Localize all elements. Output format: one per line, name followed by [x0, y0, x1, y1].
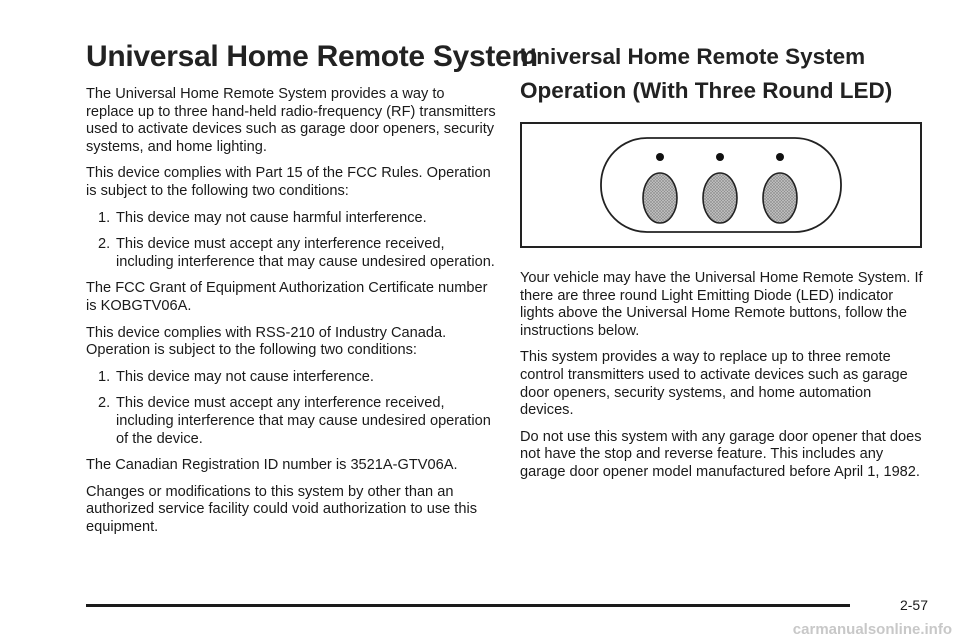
- list-item: 1. This device may not cause interference.: [98, 368, 374, 385]
- operation-title: Universal Home Remote System Operation (With Three Round LED): [520, 44, 893, 103]
- ic-paragraph: This device complies with RSS-210 of Industry Canada. Operation is subject to the following two conditions:: [86, 324, 447, 359]
- page-number: 2-57: [899, 597, 928, 613]
- fcc-certificate-paragraph: The FCC Grant of Equipment Authorization Certificate number is KOBGTV06A.: [86, 280, 488, 314]
- intro-paragraph: The Universal Home Remote System provides a way to replace up to three hand-held radio-frequency (RF) transmitters used to activate devices such as garage door openers, security systems, and home lighting.: [86, 86, 496, 155]
- remote-panel-drawing: [522, 124, 920, 246]
- led-paragraph: Your vehicle may have the Universal Home Remote System. If there are three round Light Emitting Diode (LED) indicator lights above the Universal Home Remote buttons, follow the instructions below.: [520, 270, 923, 339]
- list-item: 2. This device must accept any interference received, including interference that may cause undesired operation of the device.: [98, 395, 491, 447]
- watermark: carmanualsonline.info: [792, 621, 952, 638]
- led-indicator-3: [776, 153, 784, 161]
- remote-button-1: [643, 173, 677, 223]
- canadian-id-paragraph: The Canadian Registration ID number is 3521A-GTV06A.: [86, 457, 458, 474]
- modifications-paragraph: Changes or modifications to this system by other than an authorized service facility could void authorization to use this equipment.: [86, 483, 477, 535]
- led-indicator-2: [716, 153, 724, 161]
- warning-paragraph: Do not use this system with any garage door opener that does not have the stop and reverse feature. This includes any garage door opener model manufactured before April 1, 1982.: [520, 428, 922, 480]
- fcc-paragraph: This device complies with Part 15 of the FCC Rules. Operation is subject to the following two conditions:: [86, 165, 491, 199]
- section-title: Universal Home Remote System: [86, 40, 538, 73]
- left-column: [86, 40, 538, 545]
- remote-button-2: [703, 173, 737, 223]
- remote-illustration: [520, 122, 922, 248]
- list-item: 1. This device may not cause harmful interference.: [98, 209, 427, 226]
- list-item: 2. This device must accept any interference received, including interference that may cause undesired operation.: [98, 236, 495, 270]
- fcc-conditions-list: [86, 210, 496, 272]
- right-column: [520, 40, 928, 491]
- footer-rule: [86, 604, 850, 607]
- ic-conditions-list: [86, 369, 496, 448]
- system-paragraph: This system provides a way to replace up to three remote control transmitters used to activate devices such as garage door openers, security systems, and home automation devices.: [520, 349, 908, 419]
- remote-button-3: [763, 173, 797, 223]
- led-indicator-1: [656, 153, 664, 161]
